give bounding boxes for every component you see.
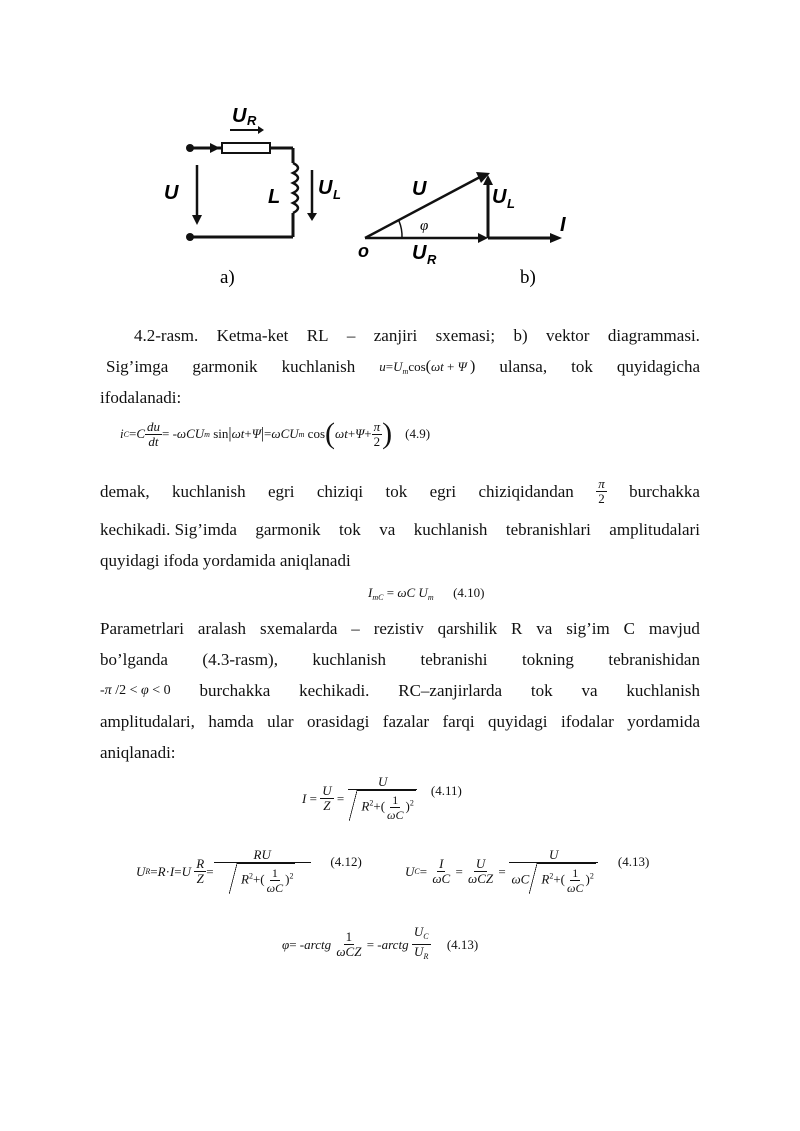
paragraph-line-10: amplitudalari, hamda ular orasidagi fazalar farqi quyidagi ifodalar yordamida [100,712,700,731]
paragraph-line-9: -π /2 < φ < 0 burchakka kechikadi. RC–zanjirlarda tok va kuchlanish [100,675,700,706]
equation-4-12: U R = R · I = U $\frac{R}{Z}$ = RU $R^2+$( $\frac{1}{\omega C}$ )$^2$ (4.12) [136,847,362,895]
fig-b-ur-label: U [412,242,427,264]
svg-text:R: R [247,113,257,128]
svg-text:R: R [427,252,437,267]
fig-b-ul-label: U [492,186,507,208]
equation-4-13a: U C = $\frac{I}{\omega C}$ = $\frac{U}{\text{ωCZ}}$ = U ωC $R^2+$( $\frac{1}{\omega C}$ )$^2$ (4.13) [405,847,650,895]
formula-phi-range: -π /2 < φ < 0 [100,683,171,698]
fig-b-phi-label: φ [420,218,429,234]
caption-line: 4.2-rasm. Ketma-ket RL – zanjiri sxemasi; b) vektor diagrammasi. [134,326,700,345]
paragraph-line-2: Sig’imga garmonik kuchlanish $u=U_m\cos(\omega t + \Psi$ ) ulansa, tok quyidagicha [106,351,700,387]
fig-a-l-label: L [268,186,281,208]
paragraph-line-7: Parametrlari aralash sxemalarda – rezistiv qarshilik R va sig’im C mavjud [100,619,700,638]
paragraph-line-11: aniqlanadi: [100,743,176,762]
fig-b-i-label: I [560,214,566,236]
fig-a-u-label: U [164,182,179,204]
rl-circuit [190,130,312,237]
fig-a-ur-label: U [232,105,247,127]
formula-u: $u=U_m\cos(\omega t + \Psi$ ) [379,358,476,376]
equation-4-11: I = $\frac{U}{Z}$ = U $R^2+$( $\frac{1}{\omega C}$ )$^2$ (4.11) [302,774,462,822]
pi-over-2: $\frac{\pi}{2}$ [598,476,605,506]
fig-a-caption: a) [220,267,235,288]
paragraph-line-3: ifodalanadi: [100,388,182,407]
circuit-figure [150,95,610,295]
svg-text:L: L [333,187,341,202]
paragraph-line-5: kechikadi. Sig’imda garmonik tok va kuchlanish tebranishlari amplitudalari [100,520,700,539]
equation-4-10: $I_{mC} = \omega C$ $U_m$ (4.10) [368,585,485,602]
fig-b-u-label: U [412,178,427,200]
fig-b-caption: b) [520,267,536,288]
equation-4-13b: φ = - arctg $\frac{1}{\text{ωCZ}}$ = - arctg $\frac{U_C}{U_R}$ (4.13) [282,924,479,961]
vector-diagram [365,177,550,238]
fig-a-ul-label: U [318,177,333,199]
svg-text:L: L [507,196,515,211]
fig-b-o-label: o [358,241,369,261]
paragraph-line-8: bo’lganda (4.3-rasm), kuchlanish tebranishi tokning tebranishidan [100,650,700,669]
equation-4-9: i C = C $\frac{du}{dt}$ = - ωC U m sin | ωt + Ψ | = ωC U m cos ( ωt + Ψ + $\frac{\pi}{2}$ ) (4.9) [120,417,431,450]
paragraph-line-6: quyidagi ifoda yordamida aniqlanadi [100,551,351,570]
paragraph-line-4: demak, kuchlanish egri chiziqi tok egri chiziqidandan $\frac{\pi}{2}$ burchakka [100,476,700,506]
